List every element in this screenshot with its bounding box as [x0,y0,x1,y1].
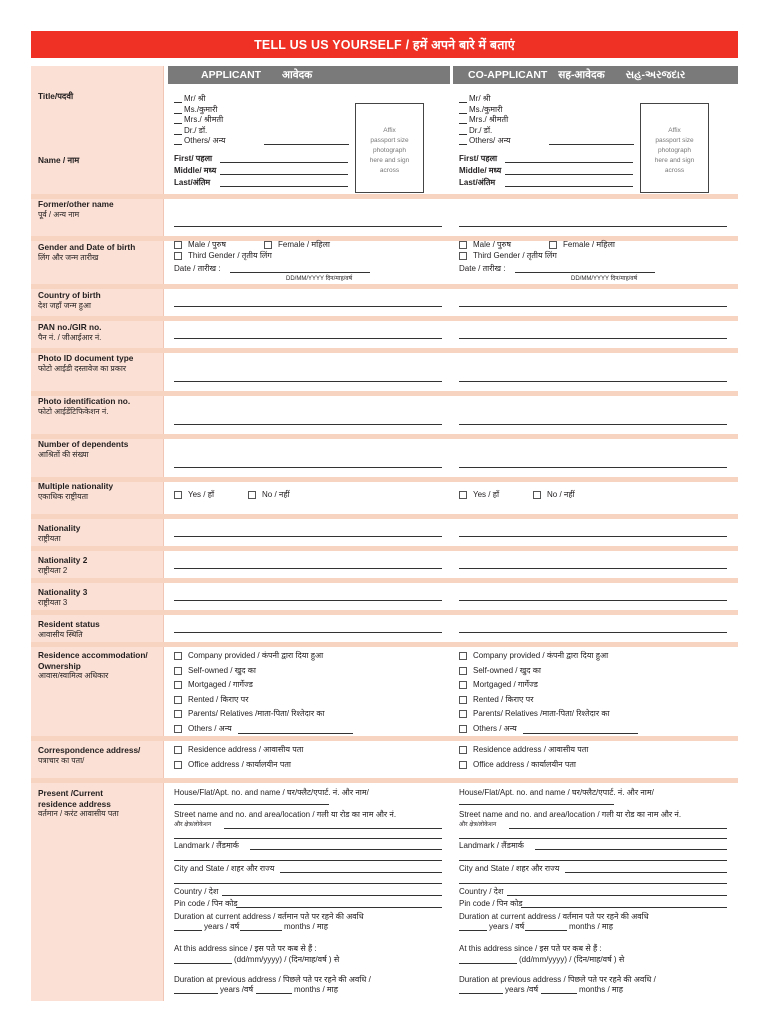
coapplicant-accom-label-2: Mortgaged / गार्गेज्ड [473,680,538,689]
applicant-name-label-0: First/ पहला [174,154,213,163]
applicant-former-input[interactable] [174,226,442,227]
applicant-header [168,66,450,84]
label-accommodation: Residence accommodation/ Ownership आवास/स्वामित्व अधिकार [38,650,148,680]
coapplicant-accom-label-3: Rented / किराए पर [473,694,534,704]
applicant-addr-street: Street name and no. and area/location / गली या रोड का नाम और नं. [174,810,397,819]
coapplicant-addr-prev: Duration at previous address / पिछले पते पर रहने की अवधि / [459,975,656,984]
label-photo-id-no: Photo identification no. फोटो आईडेंटिफिकेशन नं. [38,396,131,416]
coapplicant-date-format: DD/MM/YYYY दिन/माह/वर्ष [571,276,638,282]
applicant-title-blank-2[interactable] [174,123,182,124]
coapplicant-addr-landmark: Landmark / लैंडमार्क [459,841,524,850]
applicant-photo-id-no-input[interactable] [174,424,442,425]
coapplicant-name-label-0: First/ पहला [459,154,498,163]
applicant-accom-label-3: Rented / किराए पर [188,694,249,704]
applicant-title-blank-1[interactable] [174,113,182,114]
applicant-addr-pin: Pin code / पिन कोड [174,899,238,908]
label-gender: Gender and Date of birth लिंग और जन्म तारीख [38,242,136,262]
coapplicant-title-option-1[interactable]: Ms./कुमारी [469,104,503,114]
applicant-third-label: Third Gender / तृतीय लिंग [188,251,272,260]
coapplicant-accom-label-4: Parents/ Relatives /माता-पिता/ रिश्तेदार का [473,709,610,718]
form-page [31,31,738,1001]
coapplicant-addr-landmark-input[interactable] [535,849,727,850]
coapplicant-addr-country: Country / देश [459,887,504,896]
applicant-accom-box-0[interactable] [174,652,182,660]
applicant-title-blank-0[interactable] [174,102,182,103]
coapplicant-country-birth-input[interactable] [459,306,727,307]
coapplicant-nationality-3-input[interactable] [459,600,727,601]
applicant-name-label-2: Last/अंतिम [174,178,211,187]
coapplicant-header-hi: सह-आवेदक [558,69,605,81]
applicant-yes-box[interactable] [174,491,182,499]
coapplicant-addr-street2: और क्षेत्र/लोकेशन [459,822,497,828]
coapplicant-corr-box-1[interactable] [459,761,467,769]
applicant-addr-country: Country / देश [174,887,219,896]
coapplicant-header-gu: સહ-અરજદાર [625,69,686,81]
applicant-addr-prev-months-input[interactable] [256,993,292,994]
applicant-pan-input[interactable] [174,338,442,339]
coapplicant-addr-pin-input[interactable] [521,907,727,908]
applicant-name-input-2[interactable] [220,186,348,187]
coapplicant-third-label: Third Gender / तृतीय लिंग [473,251,557,260]
applicant-addr-pin-input[interactable] [236,907,442,908]
applicant-addr-landmark-input2[interactable] [174,860,442,861]
label-nationality-2: Nationality 2 राष्ट्रीयता 2 [38,555,88,575]
applicant-addr-prev-months: months / माह [294,985,339,994]
applicant-accom-label-5: Others / अन्य [188,723,232,733]
label-name: Name / नाम [38,155,80,165]
applicant-header-label: APPLICANT [201,69,262,81]
coapplicant-title-blank-2[interactable] [459,123,467,124]
applicant-date-input[interactable] [230,272,370,273]
coapplicant-addr-prev-months: months / माह [579,985,624,994]
coapplicant-addr-prev-months-input[interactable] [541,993,577,994]
applicant-accom-box-4[interactable] [174,710,182,718]
label-nationality-3: Nationality 3 राष्ट्रीयता 3 [38,587,88,607]
coapplicant-accom-label-0: Company provided / कंपनी द्वारा दिया हुआ [473,651,609,660]
applicant-addr-landmark-input[interactable] [250,849,442,850]
applicant-addr-city-input2[interactable] [174,883,442,884]
coapplicant-addr-dur-years: years / वर्ष [489,922,525,931]
applicant-title-blank-4[interactable] [174,144,182,145]
applicant-country-birth-input[interactable] [174,306,442,307]
coapplicant-addr-pin: Pin code / पिन कोड [459,899,523,908]
coapplicant-accom-label-1: Self-owned / खुद का [473,665,541,675]
coapplicant-addr-street-input2[interactable] [459,838,727,839]
coapplicant-photo-id-no-input[interactable] [459,424,727,425]
coapplicant-female-box[interactable] [549,241,557,249]
coapplicant-name-input-1[interactable] [505,174,633,175]
applicant-date-format: DD/MM/YYYY दिन/माह/वर्ष [286,276,353,282]
applicant-title-option-4[interactable]: Others/ अन्य [184,136,226,145]
coapplicant-title-other-line[interactable] [549,144,634,145]
coapplicant-yes-box[interactable] [459,491,467,499]
coapplicant-no-label: No / नहीं [547,490,575,499]
coapplicant-name-input-0[interactable] [505,162,633,163]
coapplicant-female-label: Female / महिला [563,240,615,249]
applicant-addr-house: House/Flat/Apt. no. and name / घर/फ्लैट/एपार्ट. नं. और नाम/ [174,788,369,797]
coapplicant-photo-box[interactable]: Affix passport size photograph here and sign across [640,103,709,193]
coapplicant-title-blank-1[interactable] [459,113,467,114]
coapplicant-male-label: Male / पुरुष [473,240,511,249]
coapplicant-title-blank-4[interactable] [459,144,467,145]
applicant-accom-other-line[interactable] [238,733,353,734]
label-photo-id-type: Photo ID document type फोटो आईडी दस्तावेज का प्रकार [38,353,134,373]
applicant-third-box[interactable] [174,252,182,260]
applicant-photo-box[interactable]: Affix passport size photograph here and sign across [355,103,424,193]
coapplicant-accom-label-5: Others / अन्य [473,723,517,733]
applicant-addr-dur-years-input[interactable] [174,930,202,931]
applicant-accom-label-1: Self-owned / खुद का [188,665,256,675]
coapplicant-addr-country-input[interactable] [507,895,727,896]
coapplicant-accom-box-3[interactable] [459,696,467,704]
coapplicant-addr-dur-months: months / माह [569,922,614,931]
applicant-nationality-2-input[interactable] [174,568,442,569]
coapplicant-title-blank-0[interactable] [459,102,467,103]
applicant-corr-label-1: Office address / कार्यालयीन पता [188,760,292,769]
coapplicant-former-input[interactable] [459,226,727,227]
applicant-accom-box-2[interactable] [174,681,182,689]
applicant-title-other-line[interactable] [264,144,349,145]
coapplicant-header [453,66,738,84]
applicant-addr-street-input[interactable] [224,828,442,829]
coapplicant-addr-city: City and State / शहर और राज्य [459,864,560,873]
label-present-address: Present /Current residence address वर्तमान / करंट आवासीय पता [38,788,119,818]
coapplicant-date-label: Date / तारीख : [459,264,506,273]
applicant-corr-label-0: Residence address / आवासीय पता [188,745,304,754]
label-former-name: Former/other name पूर्व / अन्य नाम [38,199,114,219]
coapplicant-addr-city-input2[interactable] [459,883,727,884]
applicant-male-box[interactable] [174,241,182,249]
applicant-addr-country-input[interactable] [222,895,442,896]
applicant-corr-box-1[interactable] [174,761,182,769]
label-correspondence: Correspondence address/ पत्राचार का पता/ [38,745,141,765]
label-country-birth: Country of birth देश जहाँ जन्म हुआ [38,290,101,310]
applicant-addr-since-fmt: (dd/mm/yyyy) / (दिन/माह/वर्ष ) से [234,955,340,964]
applicant-corr-box-0[interactable] [174,746,182,754]
applicant-no-box[interactable] [248,491,256,499]
coapplicant-no-box[interactable] [533,491,541,499]
coapplicant-pan-input[interactable] [459,338,727,339]
coapplicant-addr-prev-years-input[interactable] [459,993,503,994]
coapplicant-addr-house-input[interactable] [459,804,614,805]
applicant-addr-dur-months-input[interactable] [240,930,282,931]
coapplicant-addr-since: At this address since / इस पते पर कब से हैं : [459,944,602,953]
applicant-addr-prev-years: years /वर्ष [220,985,254,994]
coapplicant-name-label-2: Last/अंतिम [459,178,496,187]
label-resident: Resident status आवासीय स्थिति [38,619,100,639]
applicant-addr-landmark: Landmark / लैंडमार्क [174,841,239,850]
coapplicant-accom-box-1[interactable] [459,667,467,675]
applicant-name-input-1[interactable] [220,174,348,175]
applicant-addr-street-input2[interactable] [174,838,442,839]
applicant-dependents-input[interactable] [174,467,442,468]
applicant-nationality-3-input[interactable] [174,600,442,601]
coapplicant-photo-id-type-input[interactable] [459,381,727,382]
coapplicant-addr-landmark-input2[interactable] [459,860,727,861]
coapplicant-addr-dur-months-input[interactable] [525,930,567,931]
coapplicant-accom-box-5[interactable] [459,725,467,733]
applicant-no-label: No / नहीं [262,490,290,499]
applicant-photo-id-type-input[interactable] [174,381,442,382]
coapplicant-title-option-4[interactable]: Others/ अन्य [469,136,511,145]
coapplicant-addr-since-fmt: (dd/mm/yyyy) / (दिन/माह/वर्ष ) से [519,955,625,964]
coapplicant-name-label-1: Middle/ मध्य [459,166,502,175]
applicant-nationality-input[interactable] [174,536,442,537]
coapplicant-name-input-2[interactable] [505,186,633,187]
applicant-female-label: Female / महिला [278,240,330,249]
applicant-addr-dur-years: years / वर्ष [204,922,240,931]
applicant-yes-label: Yes / हाँ [188,490,215,499]
coapplicant-title-option-3[interactable]: Dr./ डॉ. [469,125,493,135]
coapplicant-corr-label-0: Residence address / आवासीय पता [473,745,589,754]
applicant-accom-label-2: Mortgaged / गार्गेज्ड [188,680,253,689]
applicant-title-option-3[interactable]: Dr./ डॉ. [184,125,208,135]
label-multi-nat: Multiple nationality एकाधिक राष्ट्रीयता [38,481,114,501]
applicant-addr-street2: और क्षेत्र/लोकेशन [174,822,212,828]
coapplicant-accom-box-2[interactable] [459,681,467,689]
coapplicant-header-label: CO-APPLICANT [468,69,548,81]
applicant-addr-house-input[interactable] [174,804,329,805]
coapplicant-addr-city-input[interactable] [565,872,727,873]
coapplicant-nationality-2-input[interactable] [459,568,727,569]
form-banner: TELL US US YOURSELF / हमें अपने बारे में बताएं [31,31,738,58]
coapplicant-addr-dur-years-input[interactable] [459,930,487,931]
coapplicant-title-option-0[interactable]: Mr/ श्री [469,94,491,103]
coapplicant-nationality-input[interactable] [459,536,727,537]
coapplicant-addr-duration: Duration at current address / वर्तमान पते पर रहने की अवधि [459,912,649,921]
applicant-accom-box-3[interactable] [174,696,182,704]
coapplicant-accom-other-line[interactable] [523,733,638,734]
coapplicant-accom-box-0[interactable] [459,652,467,660]
coapplicant-yes-label: Yes / हाँ [473,490,500,499]
coapplicant-date-input[interactable] [515,272,655,273]
coapplicant-dependents-input[interactable] [459,467,727,468]
coapplicant-resident-input[interactable] [459,632,727,633]
label-nationality: Nationality राष्ट्रीयता [38,523,81,543]
applicant-accom-label-0: Company provided / कंपनी द्वारा दिया हुआ [188,651,324,660]
label-dependents: Number of dependents आश्रितों की संख्या [38,439,129,459]
applicant-addr-city: City and State / शहर और राज्य [174,864,275,873]
label-pan: PAN no./GIR no. पैन नं. / जीआईआर नं. [38,322,102,342]
coapplicant-title-blank-3[interactable] [459,134,467,135]
coapplicant-third-box[interactable] [459,252,467,260]
coapplicant-addr-since-input[interactable] [459,963,517,964]
applicant-header-hi: आवेदक [282,69,313,81]
applicant-addr-duration: Duration at current address / वर्तमान पते पर रहने की अवधि [174,912,364,921]
applicant-resident-input[interactable] [174,632,442,633]
applicant-title-option-0[interactable]: Mr/ श्री [184,94,206,103]
applicant-name-label-1: Middle/ मध्य [174,166,217,175]
applicant-name-input-0[interactable] [220,162,348,163]
applicant-addr-prev: Duration at previous address / पिछले पते पर रहने की अवधि / [174,975,371,984]
applicant-addr-city-input[interactable] [280,872,442,873]
coapplicant-corr-label-1: Office address / कार्यालयीन पता [473,760,577,769]
applicant-male-label: Male / पुरुष [188,240,226,249]
applicant-female-box[interactable] [264,241,272,249]
applicant-addr-dur-months: months / माह [284,922,329,931]
applicant-title-blank-3[interactable] [174,134,182,135]
label-title: Title/पदवी [38,91,74,101]
coapplicant-accom-box-4[interactable] [459,710,467,718]
coapplicant-corr-box-0[interactable] [459,746,467,754]
applicant-title-option-1[interactable]: Ms./कुमारी [184,104,218,114]
applicant-title-option-2[interactable]: Mrs./ श्रीमती [184,115,224,124]
applicant-accom-box-5[interactable] [174,725,182,733]
applicant-accom-label-4: Parents/ Relatives /माता-पिता/ रिश्तेदार का [188,709,325,718]
coapplicant-addr-street-input[interactable] [509,828,727,829]
coapplicant-addr-prev-years: years /वर्ष [505,985,539,994]
applicant-addr-prev-years-input[interactable] [174,993,218,994]
applicant-addr-since-input[interactable] [174,963,232,964]
coapplicant-title-option-2[interactable]: Mrs./ श्रीमती [469,115,509,124]
applicant-addr-since: At this address since / इस पते पर कब से हैं : [174,944,317,953]
coapplicant-male-box[interactable] [459,241,467,249]
applicant-date-label: Date / तारीख : [174,264,221,273]
coapplicant-addr-house: House/Flat/Apt. no. and name / घर/फ्लैट/एपार्ट. नं. और नाम/ [459,788,654,797]
applicant-accom-box-1[interactable] [174,667,182,675]
coapplicant-addr-street: Street name and no. and area/location / गली या रोड का नाम और नं. [459,810,682,819]
